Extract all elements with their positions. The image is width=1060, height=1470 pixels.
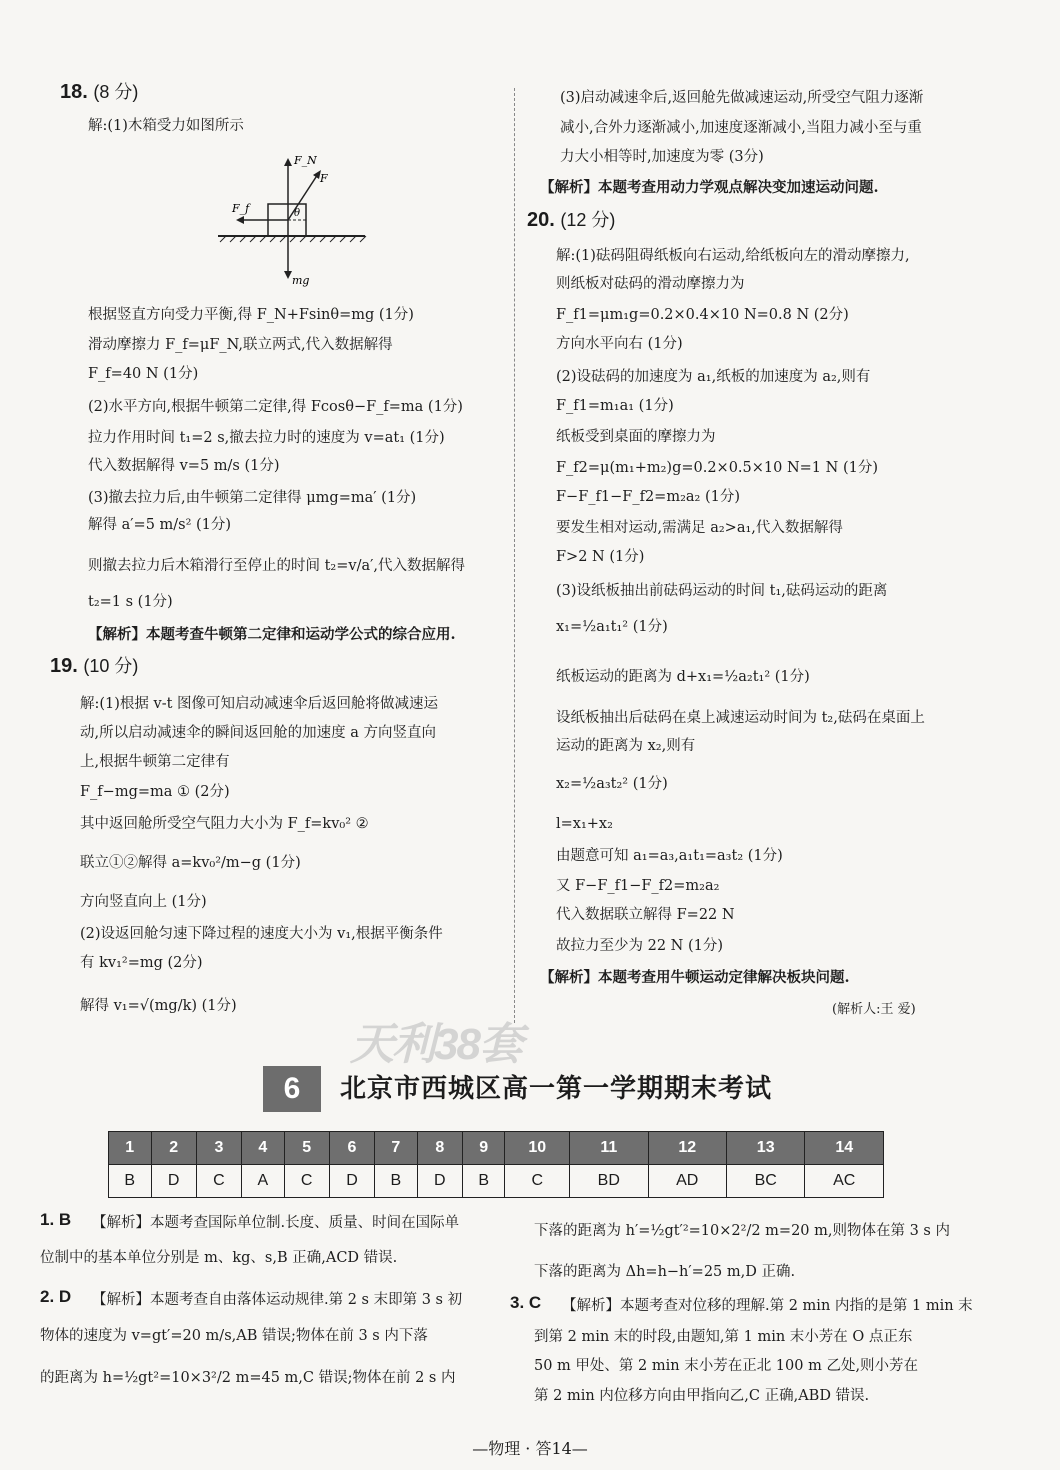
q18-analysis: 【解析】本题考查牛顿第二定律和运动学公式的综合应用. [88, 626, 456, 643]
answer-key-table [108, 1131, 884, 1198]
q20-line-18: 由题意可知 a₁=a₃,a₁t₁=a₃t₂ (1分) [556, 848, 783, 864]
question-number: 14 [805, 1132, 884, 1165]
q20-line-11: (3)设纸板抽出前砝码运动的时间 t₁,砝码运动的距离 [556, 583, 888, 599]
q19-line-6: 方向竖直向上 (1分) [80, 894, 207, 910]
q2-cont-line-1: 下落的距离为 Δh=h−h′=25 m,D 正确. [534, 1264, 796, 1280]
question-number: 9 [462, 1132, 505, 1165]
q18-line-2: 滑动摩擦力 F_f=μF_N,联立两式,代入数据解得 [88, 337, 393, 353]
answer-cell: BD [570, 1165, 648, 1198]
q2-line-1: 物体的速度为 v=gt′=20 m/s,AB 错误;物体在前 3 s 内下落 [40, 1328, 428, 1344]
q19-line-1: 动,所以启动减速伞的瞬间返回舱的加速度 a 方向竖直向 [80, 725, 436, 741]
q20-line-7: F_f2=μ(m₁+m₂)g=0.2×0.5×10 N=1 N (1分) [556, 460, 878, 476]
q18-line-1: 根据竖直方向受力平衡,得 F_N+Fsinθ=mg (1分) [88, 307, 414, 323]
q18-line-0: 解:(1)木箱受力如图所示 [88, 118, 244, 134]
section-title: 北京市西城区高一第一学期期末考试 [340, 1074, 773, 1104]
q20-line-16: x₂=½a₃t₂² (1分) [556, 776, 668, 792]
section-number: 6 [263, 1066, 321, 1112]
analyst-credit: (解析人:王 爱) [832, 1002, 916, 1017]
answer-cell: B [462, 1165, 505, 1198]
q20-line-14: 设纸板抽出后砝码在桌上减速运动时间为 t₂,砝码在桌面上 [556, 710, 925, 726]
question-number: 12 [648, 1132, 726, 1165]
q19-line-4: 其中返回舱所受空气阻力大小为 F_f=kv₀² ② [80, 816, 369, 832]
q1-line-1: 位制中的基本单位分别是 m、kg、s,B 正确,ACD 错误. [40, 1250, 398, 1266]
q18-line-6: 代入数据解得 v=5 m/s (1分) [88, 458, 280, 474]
q19-line-5: 联立①②解得 a=kv₀²/m−g (1分) [80, 855, 301, 871]
q20-line-20: 代入数据联立解得 F=22 N [556, 907, 735, 923]
q20-line-19: 又 F−F_f1−F_f2=m₂a₂ [556, 878, 720, 894]
label-f: F [320, 172, 328, 185]
q3-label: 3. C [510, 1293, 542, 1312]
q20-line-4: (2)设砝码的加速度为 a₁,纸板的加速度为 a₂,则有 [556, 369, 871, 385]
q18-line-5: 拉力作用时间 t₁=2 s,撤去拉力时的速度为 v=at₁ (1分) [88, 430, 445, 446]
q19-part3-line-1: 减小,合外力逐渐减小,加速度逐渐减小,当阻力减小至与重 [560, 120, 922, 136]
q2-line-2: 的距离为 h=½gt²=10×3²/2 m=45 m,C 错误;物体在前 2 s 内 [40, 1370, 456, 1386]
q3-line-0: 【解析】本题考查对位移的理解.第 2 min 内指的是第 1 min 末 [562, 1298, 973, 1314]
q19-line-8: 有 kv₁²=mg (2分) [80, 955, 203, 971]
question-number: 11 [570, 1132, 648, 1165]
force-diagram [210, 150, 400, 290]
question-number: 3 [196, 1132, 241, 1165]
q18-line-8: 解得 a′=5 m/s² (1分) [88, 517, 232, 533]
q19-line-2: 上,根据牛顿第二定律有 [80, 754, 230, 770]
q3-line-3: 第 2 min 内位移方向由甲指向乙,C 正确,ABD 错误. [534, 1388, 870, 1404]
label-theta: θ [294, 208, 301, 219]
question-number: 1 [109, 1132, 152, 1165]
question-number: 8 [417, 1132, 462, 1165]
answer-table-answer-row [109, 1165, 884, 1198]
q20-analysis: 【解析】本题考查用牛顿运动定律解决板块问题. [540, 969, 850, 986]
q20-line-0: 解:(1)砝码阻碍纸板向右运动,给纸板向左的滑动摩擦力, [556, 248, 910, 264]
question-number: 7 [375, 1132, 418, 1165]
q1-line-0: 【解析】本题考查国际单位制.长度、质量、时间在国际单 [92, 1215, 460, 1231]
q20-line-15: 运动的距离为 x₂,则有 [556, 738, 696, 754]
answer-cell: D [151, 1165, 196, 1198]
q20-line-17: l=x₁+x₂ [556, 816, 613, 832]
q20-line-3: 方向水平向右 (1分) [556, 336, 683, 352]
q19-analysis: 【解析】本题考查用动力学观点解决变加速运动问题. [540, 179, 879, 196]
q19-line-7: (2)设返回舱匀速下降过程的速度大小为 v₁,根据平衡条件 [80, 926, 443, 942]
q18-line-9: 则撤去拉力后木箱滑行至停止的时间 t₂=v/a′,代入数据解得 [88, 558, 466, 574]
answer-cell: AD [648, 1165, 726, 1198]
column-divider [514, 88, 515, 1023]
answer-cell: BC [726, 1165, 804, 1198]
question-number: 2 [151, 1132, 196, 1165]
publisher-watermark: 天利38套 [350, 1020, 521, 1069]
q20-line-9: 要发生相对运动,需满足 a₂>a₁,代入数据解得 [556, 520, 843, 536]
q18-number: 18. (8 分) [60, 81, 139, 103]
q20-line-5: F_f1=m₁a₁ (1分) [556, 398, 674, 414]
q19-part3-line-0: (3)启动减速伞后,返回舱先做减速运动,所受空气阻力逐渐 [560, 90, 924, 106]
q2-cont-line-0: 下落的距离为 h′=½gt′²=10×2²/2 m=20 m,则物体在第 3 s 内 [534, 1223, 950, 1239]
label-ff: F_f [232, 202, 250, 215]
q19-line-9: 解得 v₁=√(mg/k) (1分) [80, 998, 237, 1014]
question-number: 13 [726, 1132, 804, 1165]
q19-number: 19. (10 分) [50, 655, 139, 677]
q20-line-6: 纸板受到桌面的摩擦力为 [556, 429, 716, 445]
q20-line-1: 则纸板对砝码的滑动摩擦力为 [556, 276, 745, 292]
answer-cell: C [196, 1165, 241, 1198]
q1-label: 1. B [40, 1210, 72, 1229]
q20-line-21: 故拉力至少为 22 N (1分) [556, 938, 724, 954]
answer-cell: C [284, 1165, 329, 1198]
q3-line-2: 50 m 甲处、第 2 min 末小芳在正北 100 m 乙处,则小芳在 [534, 1358, 919, 1374]
q20-line-8: F−F_f1−F_f2=m₂a₂ (1分) [556, 489, 740, 505]
question-number: 6 [329, 1132, 374, 1165]
question-number: 10 [505, 1132, 570, 1165]
answer-cell: A [242, 1165, 285, 1198]
q20-line-12: x₁=½a₁t₁² (1分) [556, 619, 668, 635]
question-number: 5 [284, 1132, 329, 1165]
answer-table-header-row [109, 1132, 884, 1165]
q20-line-2: F_f1=μm₁g=0.2×0.4×10 N=0.8 N (2分) [556, 307, 849, 323]
q20-line-13: 纸板运动的距离为 d+x₁=½a₂t₁² (1分) [556, 669, 810, 685]
q18-line-7: (3)撤去拉力后,由牛顿第二定律得 μmg=ma′ (1分) [88, 490, 417, 506]
answer-cell: C [505, 1165, 570, 1198]
q20-number: 20. (12 分) [527, 209, 616, 231]
q2-label: 2. D [40, 1287, 72, 1306]
q18-line-4: (2)水平方向,根据牛顿第二定律,得 Fcosθ−F_f=ma (1分) [88, 399, 463, 415]
q3-line-1: 到第 2 min 末的时段,由题知,第 1 min 末小芳在 O 点正东 [534, 1329, 913, 1345]
answer-cell: B [109, 1165, 152, 1198]
label-mg: mg [292, 274, 310, 287]
answer-cell: B [375, 1165, 418, 1198]
answer-cell: D [329, 1165, 374, 1198]
q18-line-10: t₂=1 s (1分) [88, 594, 173, 610]
q2-line-0: 【解析】本题考查自由落体运动规律.第 2 s 末即第 3 s 初 [92, 1292, 463, 1308]
q19-line-0: 解:(1)根据 v-t 图像可知启动减速伞后返回舱将做减速运 [80, 696, 439, 712]
q19-part3-line-2: 力大小相等时,加速度为零 (3分) [560, 149, 764, 165]
question-number: 4 [242, 1132, 285, 1165]
q18-line-3: F_f=40 N (1分) [88, 366, 199, 382]
answer-cell: AC [805, 1165, 884, 1198]
label-fn: F_N [294, 154, 317, 167]
q19-line-3: F_f−mg=ma ① (2分) [80, 784, 230, 800]
page-footer: —物理 · 答14— [472, 1439, 588, 1458]
answer-cell: D [417, 1165, 462, 1198]
q20-line-10: F>2 N (1分) [556, 549, 645, 565]
